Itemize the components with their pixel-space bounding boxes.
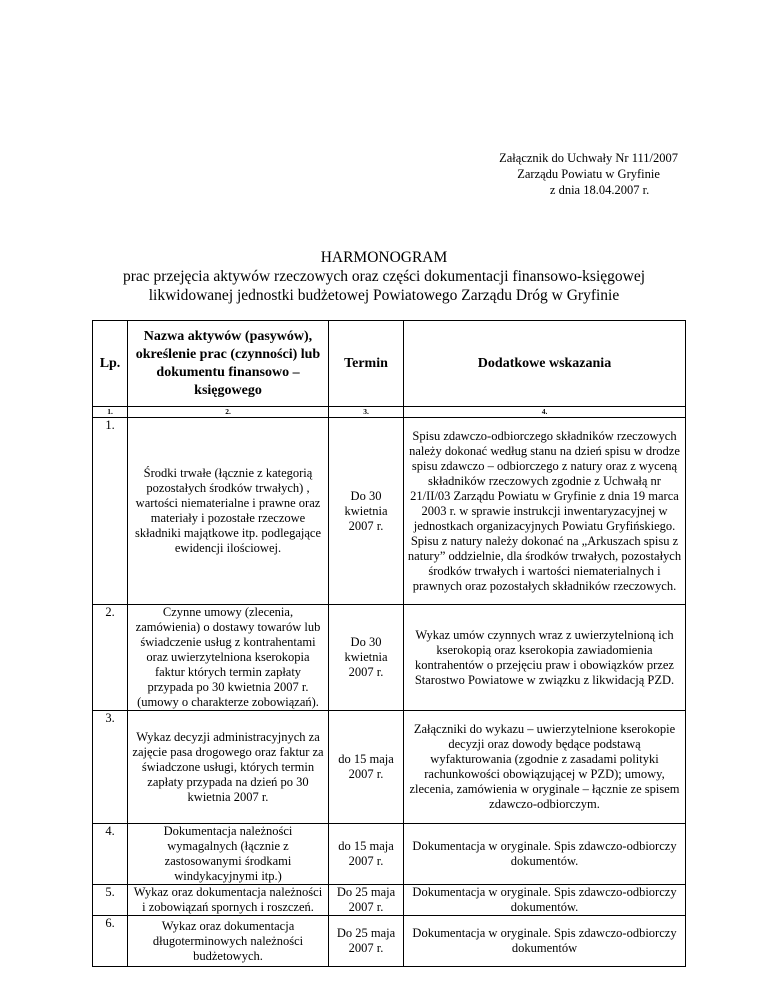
row-name: Wykaz decyzji administracyjnych za zajęcie pasa drogowego oraz faktur za świadczone usługi, których termin zapłaty przypada na dzień po 30 kwietnia 2007 r. <box>128 711 329 824</box>
table-header-row <box>93 321 686 407</box>
row-name: Wykaz oraz dokumentacja należności i zobowiązań spornych i roszczeń. <box>128 885 329 916</box>
row-name: Środki trwałe (łącznie z kategorią pozostałych środków trwałych) , wartości niematerialne i prawne oraz materiały i pozostałe rzeczowe składniki majątkowe itp. podlegające ewidencji ilościowej. <box>128 418 329 605</box>
table-row <box>93 885 686 916</box>
row-lp: 4. <box>93 824 128 885</box>
row-name: Dokumentacja należności wymagalnych (łącznie z zastosowanymi środkami windykacyjnymi itp.) <box>128 824 329 885</box>
row-lp: 5. <box>93 885 128 916</box>
attachment-line-3: z dnia 18.04.2007 r. <box>549 183 650 197</box>
table-row <box>93 418 686 605</box>
attachment-note <box>499 150 678 198</box>
column-number: 4. <box>404 407 686 418</box>
row-additional: Dokumentacja w oryginale. Spis zdawczo-odbiorczy dokumentów. <box>404 824 686 885</box>
row-name: Czynne umowy (zlecenia, zamówienia) o dostawy towarów lub świadczenie usług z kontrahentami oraz uwierzytelniona kserokopia faktur których termin zapłaty przypada po 30 kwietnia 2007 r. (umowy o charakterze zobowiązań). <box>128 605 329 711</box>
title-subtitle-1: prac przejęcia aktywów rzeczowych oraz części dokumentacji finansowo-księgowej <box>122 268 646 285</box>
row-name: Wykaz oraz dokumentacja długoterminowych należności budżetowych. <box>128 916 329 967</box>
table-row <box>93 916 686 967</box>
attachment-line-1: Załącznik do Uchwały Nr 111/2007 <box>499 151 678 165</box>
row-term: Do 30 kwietnia 2007 r. <box>329 418 404 605</box>
row-additional: Wykaz umów czynnych wraz z uwierzytelnioną ich kserokopią oraz kserokopia zawiadomienia kontrahentów o przejęciu praw i obowiązków przez Starostwo Powiatowe w związku z likwidacją PZD. <box>404 605 686 711</box>
header-name: Nazwa aktywów (pasywów), określenie prac (czynności) lub dokumentu finansowo – księgowego <box>128 321 329 407</box>
table-row <box>93 711 686 824</box>
row-lp: 3. <box>93 711 128 824</box>
table-row <box>93 605 686 711</box>
row-term: Do 25 maja 2007 r. <box>329 916 404 967</box>
row-term: do 15 maja 2007 r. <box>329 824 404 885</box>
column-number: 3. <box>329 407 404 418</box>
column-number: 1. <box>93 407 128 418</box>
row-lp: 1. <box>93 418 128 605</box>
row-additional: Spisu zdawczo-odbiorczego składników rzeczowych należy dokonać według stanu na dzień spisu w drodze spisu zdawczo – odbiorczego z natury oraz z wyceną składników rzeczowych zgodnie z Uchwałą nr 21/II/03 Zarządu Powiatu w Gryfinie z dnia 19 marca 2003 r. w sprawie instrukcji inwentaryzacyjnej w jednostkach organizacyjnych Powiatu Gryfińskiego. Spisu z natury należy dokonać na „Arkuszach spisu z natury” oddzielnie, dla środków trwałych, pozostałych środków trwałych i wartości niematerialnych i prawnych oraz pozostałych składników rzeczowych. <box>404 418 686 605</box>
document-title <box>0 248 768 305</box>
column-number-row <box>93 407 686 418</box>
attachment-line-2: Zarządu Powiatu w Gryfinie <box>517 167 660 181</box>
title-subtitle-2: likwidowanej jednostki budżetowej Powiatowego Zarządu Dróg w Gryfinie <box>148 287 620 304</box>
schedule-table <box>92 320 686 967</box>
header-additional: Dodatkowe wskazania <box>404 321 686 407</box>
row-lp: 6. <box>93 916 128 967</box>
row-lp: 2. <box>93 605 128 711</box>
title-heading: HARMONOGRAM <box>320 249 448 266</box>
row-additional: Załączniki do wykazu – uwierzytelnione kserokopie decyzji oraz dowody będące podstawą wyfakturowania (zgodnie z zasadami polityki rachunkowości obowiązującej w PZD); umowy, zlecenia, zamówienia w oryginale – łącznie ze spisem zdawczo-odbiorczym. <box>404 711 686 824</box>
row-term: Do 30 kwietnia 2007 r. <box>329 605 404 711</box>
header-lp: Lp. <box>93 321 128 407</box>
header-term: Termin <box>329 321 404 407</box>
row-additional: Dokumentacja w oryginale. Spis zdawczo-odbiorczy dokumentów <box>404 916 686 967</box>
table-row <box>93 824 686 885</box>
row-term: Do 25 maja 2007 r. <box>329 885 404 916</box>
column-number: 2. <box>128 407 329 418</box>
row-term: do 15 maja 2007 r. <box>329 711 404 824</box>
row-additional: Dokumentacja w oryginale. Spis zdawczo-odbiorczy dokumentów. <box>404 885 686 916</box>
